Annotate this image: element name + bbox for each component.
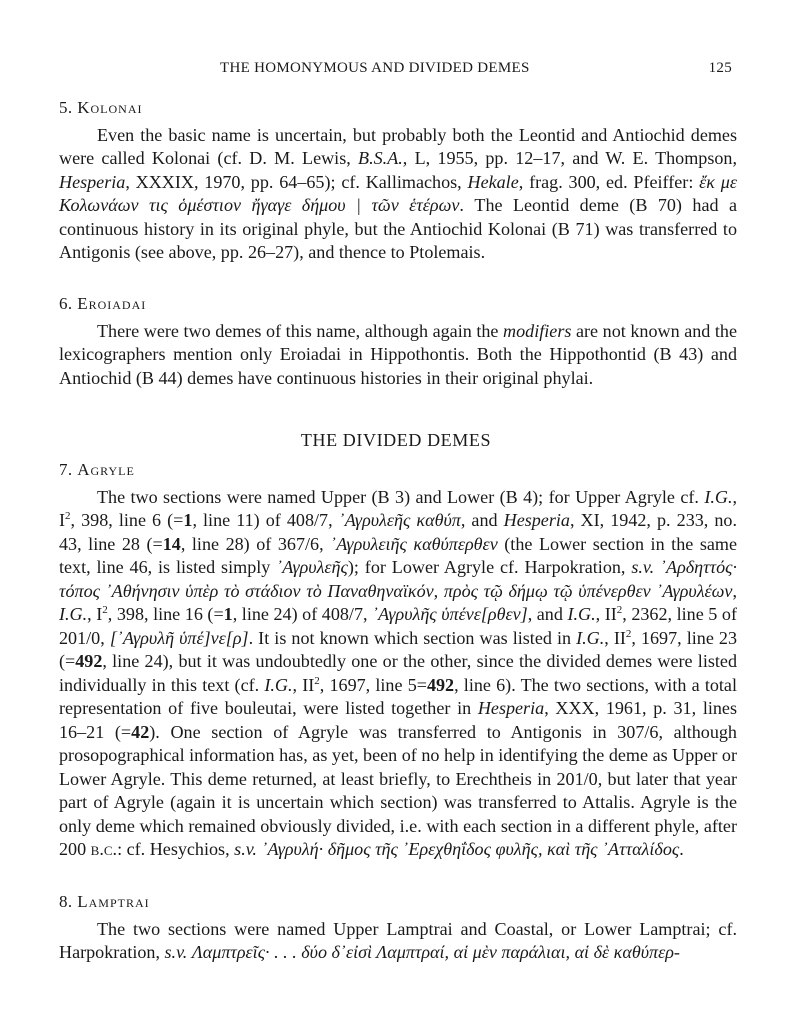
- section-number: 8.: [59, 892, 73, 911]
- greek-quote: ἔκ με Κολωνάων τις ὁμέστιον ἤγαγε δήμου | τῶν ἑτέρων: [59, 171, 738, 215]
- section-kolonai: [59, 96, 737, 265]
- section-number: 7.: [59, 460, 73, 479]
- section-lamptrai: [59, 890, 737, 965]
- paragraph: The two sections were named Upper (B 3) and Lower (B 4); for Upper Agryle cf. I.G., $I^2$, 398, line 6 (=1, line 11) of 408/7, ᾿Αγρυλεῆς καθύπ, and Hesperia, XI, 1942, p. 233, no. 43, line 28 (=14, line 28) of 367/6, ᾿Αγρυλειῆς καθύπερθεν (the Lower section in the same text, line 46, is listed simply ᾿Αγρυλεῆς); for Lower Agryle cf. Harpokration, s.v. ᾿Αρδηττός· τόπος ᾿Αθήνησιν ὑπὲρ τὸ στάδιον τὸ Παναθηναϊκόν, πρὸς τῷ δήμῳ τῷ ὑπένερθεν ᾿Αγρυλέων, I.G., $I^2$, 398, line 16 (=1, line 24) of 408/7, ᾿Αγρυλῆς ὑπένε[ρθεν], and I.G., $II^2$, 2362, line 5 of 201/0, [᾿Αγρυλῆ ὑπέ]νε[ρ]. It is not known which section was listed in I.G., $II^2$, 1697, line 23 (=492, line 24), but it was undoubtedly one or the other, since the divided demes were listed individually in this text (cf. I.G., $II^2$, 1697, line 5=492, line 6). The two sections, with a total representation of five bouleutai, were listed together in Hesperia, XXX, 1961, p. 31, lines 16–21 (=42). One section of Agryle was transferred to Antigonis in 307/6, although prosopographical information has, as yet, been of no help in identifying the deme as Upper or Lower Agryle. This deme returned, at least briefly, to Erechtheis in 201/0, but later that year part of Agryle (again it is uncertain which section) was transferred to Attalis. Agryle is the only deme which remained obviously divided, i.e. with each section in a different phyle, after 200 b.c.: cf. Hesychios, s.v. ᾿Αγρυλή· δῆμος τῆς ᾿Ερεχθηΐδος φυλῆς, καὶ τῆς ᾿Ατταλίδος.: [59, 486, 738, 859]
- paragraph: The two sections were named Upper Lamptrai and Coastal, or Lower Lamptrai; cf. Harpokration, s.v. Λαμπτρεῖς· . . . δύο δ᾿εἰσὶ Λαμπτραί, αἱ μὲν παράλιαι, αἱ δὲ καθύπερ-: [59, 918, 737, 962]
- divided-demes-heading: THE DIVIDED DEMES: [300, 430, 492, 450]
- running-title: THE HOMONYMOUS AND DIVIDED DEMES: [220, 60, 530, 76]
- section-eroiadai: [59, 292, 737, 390]
- section-heading: [59, 292, 737, 316]
- paragraph: There were two demes of this name, although again the modifiers are not known and the lexicographers mention only Eroiadai in Hippothontis. Both the Hippothontid (B 43) and Antiochid (B 44) demes have continuous histories in their original phylai.: [59, 320, 738, 388]
- section-title: Lamptrai: [77, 892, 150, 911]
- section-number: 5.: [59, 98, 73, 117]
- section-title: Kolonai: [77, 98, 143, 117]
- section-agryle: [59, 458, 737, 862]
- section-heading: [59, 458, 737, 482]
- section-title: Eroiadai: [77, 294, 147, 313]
- section-number: 6.: [59, 294, 73, 313]
- section-title: Agryle: [77, 460, 135, 479]
- section-heading: [59, 96, 737, 120]
- section-heading: [59, 890, 737, 914]
- page-number: 125: [708, 60, 732, 76]
- paragraph: Even the basic name is uncertain, but probably both the Leontid and Antiochid demes were called Kolonai (cf. D. M. Lewis, B.S.A., L, 1955, pp. 12–17, and W. E. Thompson, Hesperia, XXXIX, 1970, pp. 64–65); cf. Kallimachos, Hekale, frag. 300, ed. Pfeiffer: ἔκ με Κολωνάων τις ὁμέστιον ἤγαγε δήμου | τῶν ἑτέρων. The Leontid deme (B 70) had a continuous history in its original phyle, but the Antiochid Kolonai (B 71) was transferred to Antigonis (see above, pp. 26–27), and thence to Ptolemais.: [59, 124, 738, 262]
